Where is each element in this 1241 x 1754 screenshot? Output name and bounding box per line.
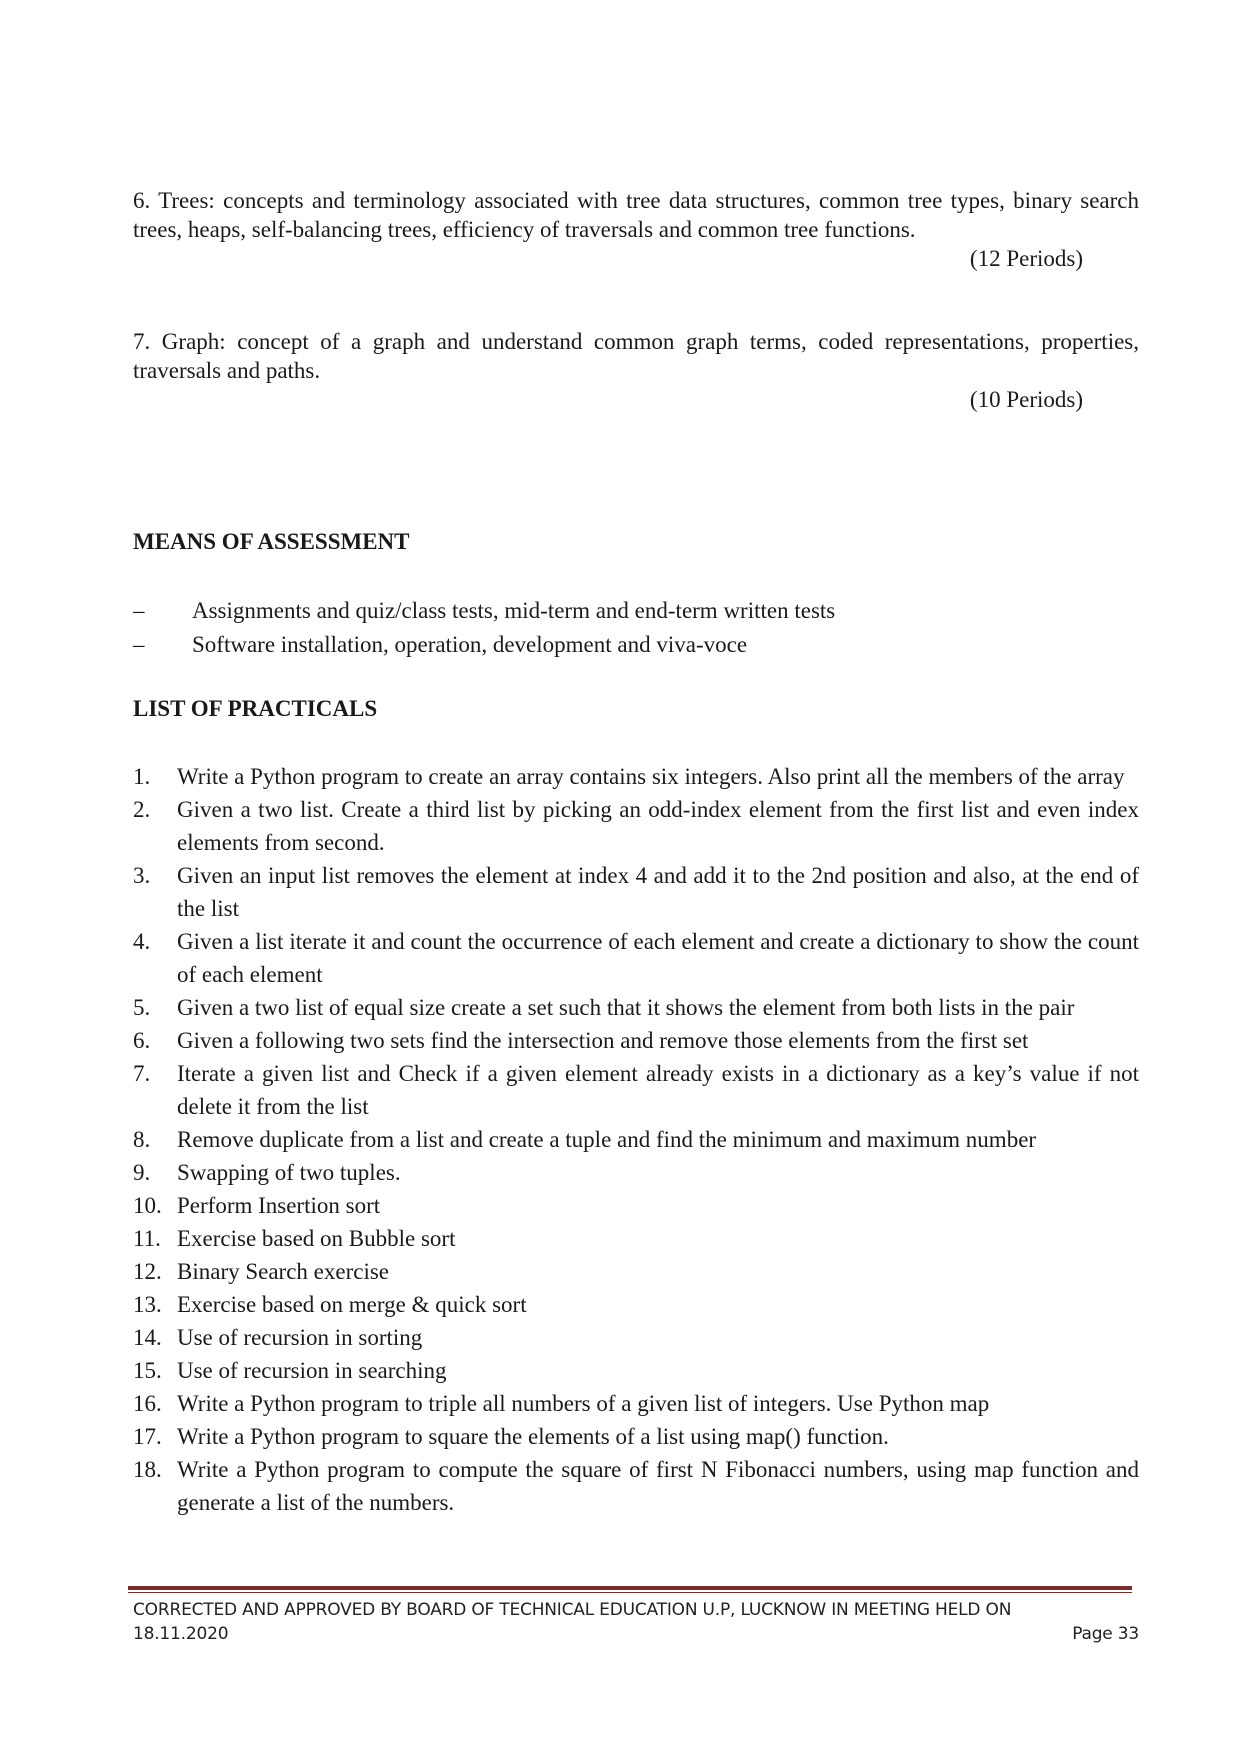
unit-trees	[133, 186, 1139, 273]
practical-item	[133, 991, 1139, 1024]
footer-divider-thin	[128, 1592, 1132, 1593]
practical-item	[133, 1321, 1139, 1354]
practical-number: 13.	[133, 1292, 162, 1317]
practical-item	[133, 1222, 1139, 1255]
practical-text: Given an input list removes the element at index 4 and add it to the 2nd position and also, at the end of the list	[177, 863, 1139, 921]
practical-item	[133, 1156, 1139, 1189]
practical-item	[133, 1057, 1139, 1123]
practical-item	[133, 1255, 1139, 1288]
practical-number: 14.	[133, 1325, 162, 1350]
practical-item	[133, 925, 1139, 991]
practical-item	[133, 1189, 1139, 1222]
practical-number: 16.	[133, 1391, 162, 1416]
practical-number: 2.	[133, 797, 151, 822]
practical-item	[133, 1024, 1139, 1057]
practical-item	[133, 1123, 1139, 1156]
practical-item	[133, 760, 1139, 793]
practical-number: 11.	[133, 1226, 161, 1251]
practical-item	[133, 1453, 1139, 1519]
practical-text: Exercise based on merge & quick sort	[177, 1292, 527, 1317]
footer-divider	[128, 1586, 1132, 1593]
practical-number: 8.	[133, 1127, 151, 1152]
practical-text: Given a two list of equal size create a set such that it shows the element from both lists in the pair	[177, 995, 1075, 1020]
practical-item	[133, 1420, 1139, 1453]
bullet-dash: –	[133, 632, 145, 657]
practical-text: Binary Search exercise	[177, 1259, 390, 1284]
practical-number: 3.	[133, 863, 151, 888]
assessment-item	[133, 628, 1139, 662]
practicals-heading: LIST OF PRACTICALS	[133, 696, 378, 721]
practical-item	[133, 859, 1139, 925]
assessment-heading: MEANS OF ASSESSMENT	[133, 529, 410, 554]
practical-item	[133, 1354, 1139, 1387]
practical-number: 15.	[133, 1358, 162, 1383]
practical-text: Given a following two sets find the intersection and remove those elements from the first set	[177, 1028, 1029, 1053]
assessment-item-text: Assignments and quiz/class tests, mid-term and end-term written tests	[192, 598, 836, 623]
footer-row	[133, 1622, 1139, 1646]
footer-date: 18.11.2020	[133, 1624, 229, 1644]
practical-number: 1.	[133, 764, 151, 789]
practical-number: 12.	[133, 1259, 162, 1284]
practical-text: Write a Python program to compute the square of first N Fibonacci numbers, using map function and generate a list of the numbers.	[177, 1457, 1139, 1515]
unit-trees-periods: (12 Periods)	[969, 246, 1083, 271]
practical-text: Write a Python program to create an array contains six integers. Also print all the members of the array	[177, 764, 1125, 789]
footer-approval-text: CORRECTED AND APPROVED BY BOARD OF TECHNICAL EDUCATION U.P, LUCKNOW IN MEETING HELD ON	[133, 1600, 1012, 1620]
practical-text: Write a Python program to triple all numbers of a given list of integers. Use Python map	[177, 1391, 990, 1416]
practical-number: 7.	[133, 1061, 151, 1086]
practical-text: Given a two list. Create a third list by picking an odd-index element from the first list and even index elements from second.	[177, 797, 1139, 855]
practical-number: 4.	[133, 929, 151, 954]
practical-text: Iterate a given list and Check if a given element already exists in a dictionary as a key’s value if not delete it from the list	[177, 1061, 1139, 1119]
page-number: Page 33	[1072, 1624, 1139, 1644]
unit-graph-text: 7. Graph: concept of a graph and understand common graph terms, coded representations, properties, traversals and paths.	[133, 329, 1139, 383]
practical-text: Remove duplicate from a list and create a tuple and find the minimum and maximum number	[177, 1127, 1037, 1152]
assessment-item	[133, 594, 1139, 628]
practical-number: 6.	[133, 1028, 151, 1053]
practical-text: Write a Python program to square the elements of a list using map() function.	[177, 1424, 889, 1449]
footer-divider-thick	[128, 1586, 1132, 1590]
practical-text: Exercise based on Bubble sort	[177, 1226, 456, 1251]
unit-trees-text: 6. Trees: concepts and terminology associated with tree data structures, common tree types, binary search trees, heaps, self-balancing trees, efficiency of traversals and common tree functions.	[133, 188, 1139, 242]
practical-item	[133, 1387, 1139, 1420]
assessment-item-text: Software installation, operation, development and viva-voce	[192, 632, 748, 657]
practical-number: 5.	[133, 995, 151, 1020]
bullet-dash: –	[133, 598, 145, 623]
practical-number: 18.	[133, 1457, 162, 1482]
practical-number: 10.	[133, 1193, 162, 1218]
page-footer	[133, 1598, 1139, 1646]
practical-item	[133, 1288, 1139, 1321]
unit-graph	[133, 327, 1139, 414]
practical-text: Swapping of two tuples.	[177, 1160, 401, 1185]
practical-text: Perform Insertion sort	[177, 1193, 381, 1218]
practical-number: 17.	[133, 1424, 162, 1449]
practical-text: Use of recursion in sorting	[177, 1325, 423, 1350]
practical-item	[133, 793, 1139, 859]
unit-graph-periods: (10 Periods)	[969, 387, 1083, 412]
practical-number: 9.	[133, 1160, 151, 1185]
practical-text: Given a list iterate it and count the occurrence of each element and create a dictionary to show the count of each element	[177, 929, 1139, 987]
assessment-list	[133, 594, 1139, 662]
practicals-list	[133, 760, 1139, 1519]
practical-text: Use of recursion in searching	[177, 1358, 447, 1383]
